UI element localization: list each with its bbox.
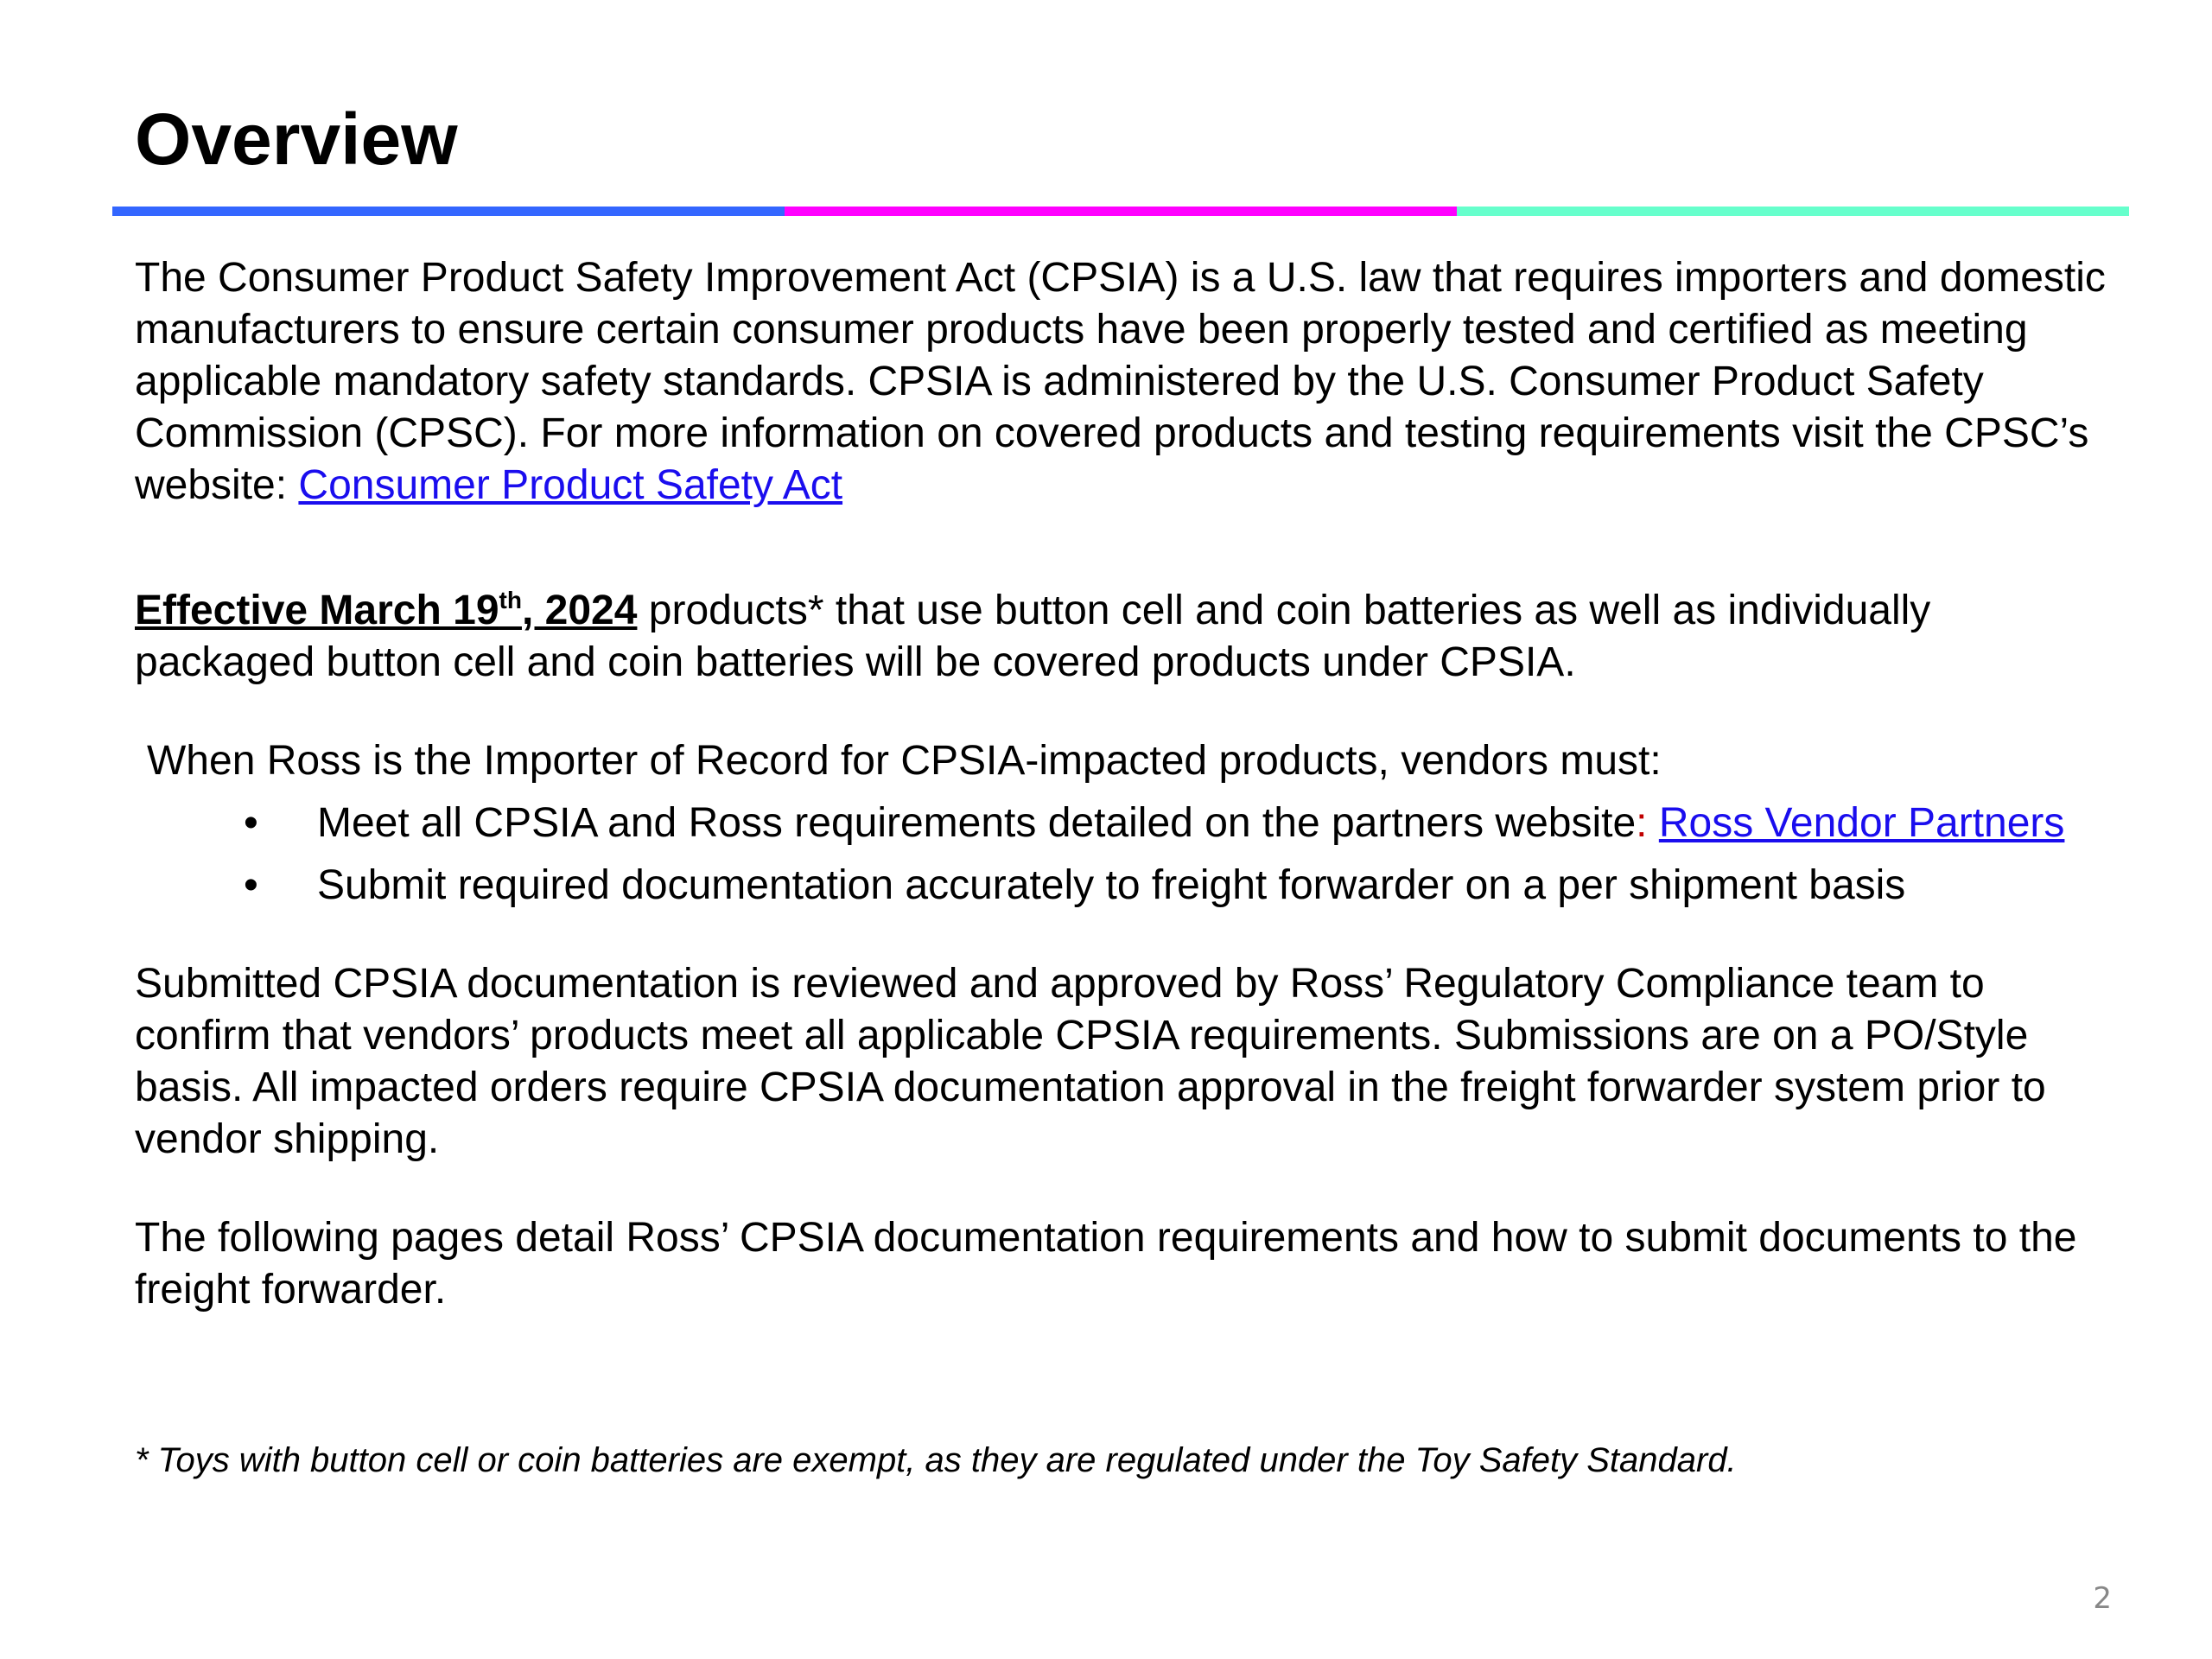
list-item-text: Submit required documentation accurately to freight forwarder on a per shipment basis <box>317 862 1906 908</box>
footnote: * Toys with button cell or coin batteries are exempt, as they are regulated under the Toy Safety Standard. <box>135 1441 1737 1479</box>
importer-paragraph: When Ross is the Importer of Record for CPSIA-impacted products, vendors must: <box>147 738 1662 784</box>
effective-date-superscript: th <box>499 587 522 613</box>
effective-date <box>135 588 637 633</box>
list-item <box>135 798 2113 849</box>
bullet-marker: • <box>244 862 258 908</box>
list-item <box>135 860 2113 912</box>
list-item-text: Meet all CPSIA and Ross requirements detailed on the partners website <box>317 800 1637 846</box>
intro-paragraph <box>135 252 2113 512</box>
consumer-product-safety-act-link[interactable]: Consumer Product Safety Act <box>298 462 843 508</box>
bullet-marker: • <box>244 800 258 846</box>
page-title: Overview <box>135 99 458 180</box>
divider-segment-mint <box>1457 207 2129 216</box>
vendor-requirements-list <box>135 798 2113 912</box>
effective-date-prefix: Effective March 19 <box>135 588 499 633</box>
intro-text: The Consumer Product Safety Improvement Act (CPSIA) is a U.S. law that requires importers and domestic manufacturers to ensure certain consumer products have been properly tested and certified as meeting applicable mandatory safety standards. CPSIA is administered by the U.S. Consumer Product Safety Commission (CPSC). For more information on covered products and testing requirements visit the CPSC’s website: <box>135 255 2106 508</box>
following-pages-paragraph: The following pages detail Ross’ CPSIA documentation requirements and how to submit documents to the freight forwarder. <box>135 1215 2077 1313</box>
divider-segment-blue <box>112 207 785 216</box>
review-paragraph: Submitted CPSIA documentation is reviewed and approved by Ross’ Regulatory Compliance team to confirm that vendors’ products meet all applicable CPSIA requirements. Submissions are on a PO/Style basis. All impacted orders require CPSIA documentation approval in the freight forwarder system prior to vendor shipping. <box>135 961 2046 1162</box>
page-number: 2 <box>2093 1581 2112 1616</box>
body-content <box>135 252 2113 1316</box>
effective-date-text: products* that use button cell and coin batteries as well as individually packaged button cell and coin batteries will be covered products under CPSIA. <box>135 588 1931 685</box>
list-item-colon: : <box>1636 800 1648 846</box>
ross-vendor-partners-link[interactable]: Ross Vendor Partners <box>1658 800 2065 846</box>
effective-date-paragraph <box>135 585 2113 689</box>
divider-segment-magenta <box>785 207 1457 216</box>
effective-date-suffix: , 2024 <box>521 588 638 633</box>
title-divider <box>112 207 2129 216</box>
